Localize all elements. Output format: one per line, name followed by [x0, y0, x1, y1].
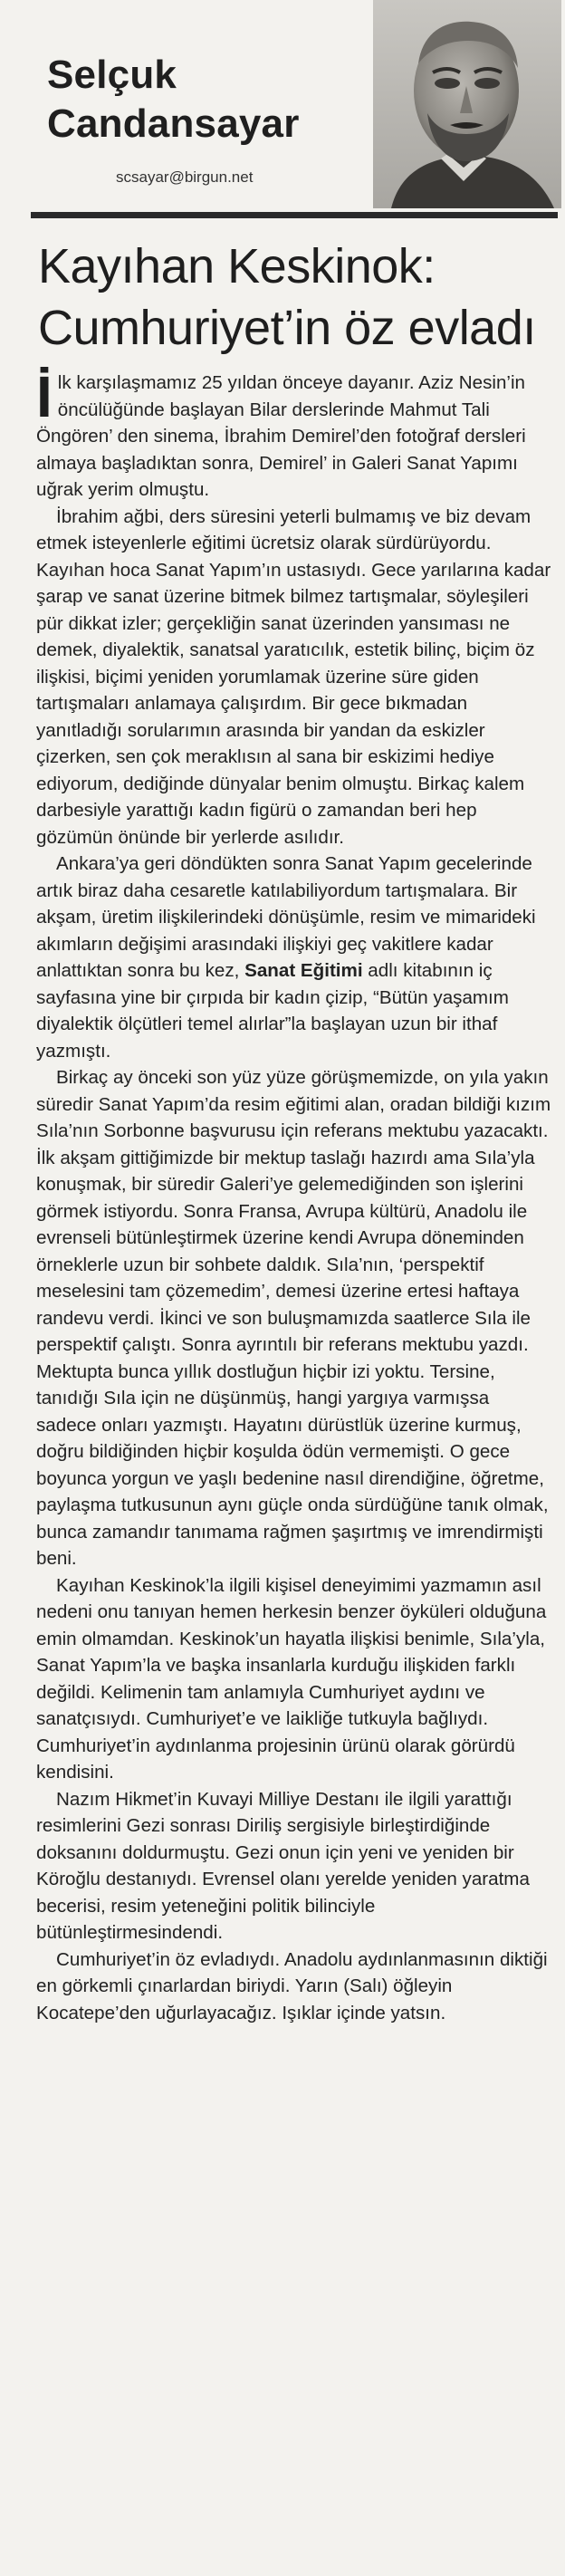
title-line-1: Kayıhan Keskinok: [38, 239, 436, 293]
article-body [36, 364, 552, 2026]
column-header [0, 0, 565, 213]
article-title [38, 235, 545, 359]
paragraph-3 [36, 851, 552, 1064]
author-first-name: Selçuk [47, 53, 177, 97]
author-email: scsayar@birgun.net [116, 168, 254, 186]
paragraph-4: Birkaç ay önceki son yüz yüze görüşmemizde, on yıla yakın süredir Sanat Yapım’da resim eğitimi alan, oradan bildiği kızım Sıla’nın Sorbonne başvurusu için referans mektubu yazacaktı. İlk akşam gittiğimizde bir mektup taslağı hazırdı ama Sıla’yla konuşmak, bir süredir Galeri’ye gelemediğinden son işlerini görmek istiyordu. Sonra Fransa, Avrupa kültürü, Anadolu ile evrenseli bütünleştirmek üzerine kendi Avrupa döneminden örneklerle uzun bir sohbete daldık. Sıla’nın, ‘perspektif meselesini tam çözemedim’, demesi üzerine ertesi haftaya randevu verdi. İkinci ve son buluşmamızda saatlerce Sıla ile perspektif çalıştı. Sonra ayrıntılı bir referans mektubu yazdı. Mektupta bunca yıllık dostluğun hiçbir izi yoktu. Tersine, tanıdığı Sıla için ne düşünmüş, hangi yargıya varmışsa sadece onları yazmıştı. Hayatını dürüstlük üzerine kurmuş, doğru bildiğinden hiçbir koşulda ödün vermemişti. O gece boyunca yorgun ve yaşlı bedenine nasıl direndiğine, öğretme, paylaşma tutkusunun aynı güçle onda sürdüğüne tanık olmak, bunca zamandır tanımama rağmen şaşırtmış ve imrendirmişti beni. [36, 1067, 551, 1569]
paragraph-3-text-b: adlı kitabının iç sayfasına yine bir çırpıda bir kadın çizip, “Bütün yaşamım diyalektik ölçütleri temel alırlar”la başlayan uzun bir ithaf yazmıştı. [36, 960, 509, 1062]
paragraph-7: Cumhuriyet’in öz evladıydı. Anadolu aydınlanmasının diktiği en görkemli çınarlardan biriydi. Yarın (Salı) öğleyin Kocatepe’den uğurlayacağız. Işıklar içinde yatsın. [36, 1948, 548, 2023]
drop-cap: İ [36, 364, 53, 429]
paragraph-5: Kayıhan Keskinok’la ilgili kişisel deneyimimi yazmamın asıl nedeni onu tanıyan hemen herkesin benzer öyküleri olduğuna emin olmamdan. Keskinok’un hayatla ilişkisi benimle, Sıla’yla, Sanat Yapım’la ve başka insanlarla kurduğu ilişkiden farklı değildi. Kelimenin tam anlamıyla Cumhuriyet aydını ve sanatçısıydı. Cumhuriyet’e ve laikliğe tutkuyla bağlıydı. Cumhuriyet’in aydınlanma projesinin ürünü olarak görürdü kendisini. [36, 1574, 547, 1783]
paragraph-6: Nazım Hikmet’in Kuvayi Milliye Destanı ile ilgili yarattığı resimlerini Gezi sonrası Diriliş sergisiyle birleştirdiğinde doksanını doldurmuştu. Gezi onun için yeni ve yeniden bir Köroğlu destanıydı. Evrensel olanı yerelde yeniden yaratma becerisi, resim yeteneğini politik bilinciyle bütünleştirmesindendi. [36, 1788, 530, 1943]
author-last-name: Candansayar [47, 101, 300, 146]
book-title: Sanat Eğitimi [244, 960, 363, 981]
paragraph-1-text: lk karşılaşmamız 25 yıldan önceye dayanır. Aziz Nesin’in öncülüğünde başlayan Bilar derslerinde Mahmut Tali Öngören’ den sinema, İbrahim Demirel’den fotoğraf dersleri almaya başladıktan sonra, Demirel’ in Galeri Sanat Yapımı uğrak yerim olmuştu. [36, 372, 526, 500]
paragraph-1 [36, 364, 552, 504]
paragraph-2: İbrahim ağbi, ders süresini yeterli bulmamış ve biz devam etmek isteyenlerle eğitimi ücretsiz olarak sürdürüyordu. Kayıhan hoca Sanat Yapım’ın ustasıydı. Gece yarılarına kadar şarap ve sanat üzerine bitmek bilmez tartışmalar, söyleşileri pür dikkat izler; gerçekliğin sanat üzerinden yansıması ne demek, diyalektik, sanatsal yaratıcılık, estetik bilinç, biçim öz ilişkisi, biçimi yeniden yorumlamak üzerine süre giden tartışmaları anlamaya çalışırdım. Bir gece bıkmadan yanıtladığı sorularımın arasında bir yandan da eskizler çizerken, sen çok meraklısın al sana bir eskizimi hediye ediyorum, dediğinde dünyalar benim olmuştu. Birkaç kalem darbesiyle yarattığı kadın figürü o zamandan beri hep gözümün önünde bir yerlerde asılıdır. [36, 505, 551, 848]
author-portrait-image [373, 0, 561, 208]
title-line-2: Cumhuriyet’in öz evladı [38, 301, 536, 355]
author-name [47, 51, 300, 149]
header-rule [31, 212, 558, 218]
author-photo [373, 0, 561, 208]
paragraph-3-text-a: Ankara’ya geri döndükten sonra Sanat Yapım gecelerinde artık biraz daha cesaretle katılabiliyordum tartışmalara. Bir akşam, üretim ilişkilerindeki dönüşümle, resim ve mimarideki akımların değişimi arasındaki ilişkiyi geç vakitlere kadar anlattıktan sonra bu kez, [36, 853, 536, 981]
